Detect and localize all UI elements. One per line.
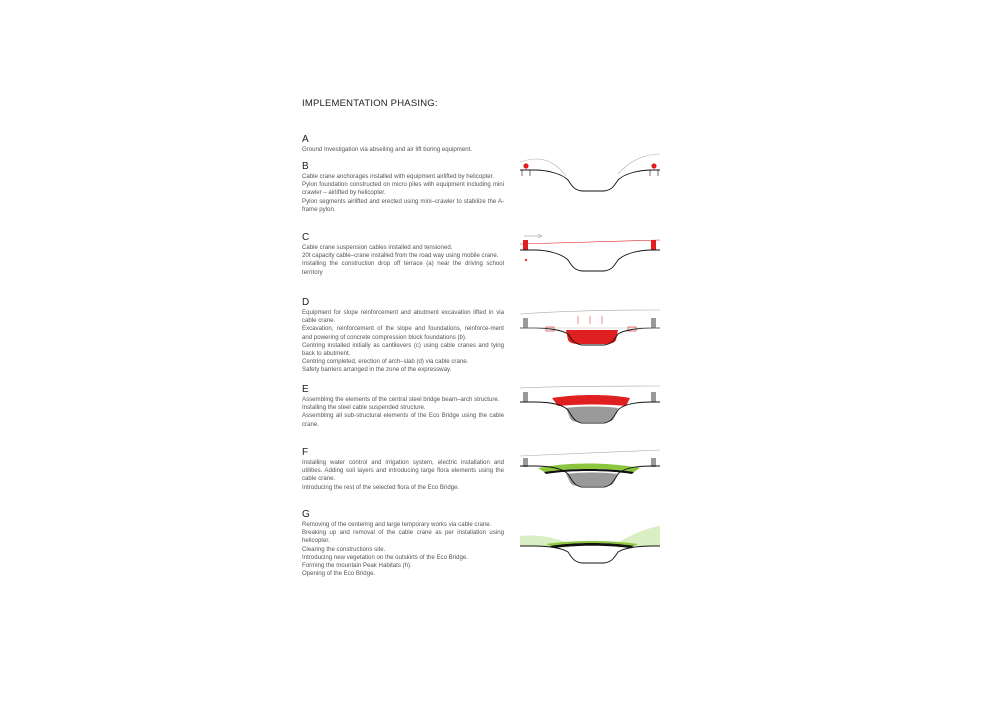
phase-text: Introducing the rest of the selected flora of the Eco Bridge. [302, 483, 460, 491]
phase-text: Cable crane suspension cables installed and tensioned. [302, 244, 453, 251]
phase-text: Introducing new vegetation on the outskirts of the Eco Bridge. [302, 553, 468, 561]
anchorage-right-icon [651, 163, 656, 168]
phase-b [302, 162, 504, 214]
phase-letter: C [302, 232, 310, 243]
phase-g [302, 510, 504, 578]
valley-profile [520, 170, 660, 191]
phase-d [302, 298, 504, 375]
phase-f [302, 448, 504, 492]
phase-text: Opening of the Eco Bridge. [302, 570, 376, 578]
phase-text: Equipment for slope reinforcement and abutment excavation lifted in via cable crane. [302, 309, 504, 325]
centering-grey [566, 407, 618, 423]
phase-letter: D [302, 297, 310, 308]
phase-text: Installing the construction drop off terrace (a) near the driving school territory [302, 260, 504, 276]
phase-text: Assembling the elements of the central steel bridge beam–arch structure. [302, 396, 500, 403]
valley-profile [520, 250, 660, 271]
phase-e-diagram [518, 384, 662, 430]
anchorage-left-icon [523, 163, 528, 168]
phase-f-diagram [518, 448, 662, 494]
phase-text: Clearing the constructions site. [302, 545, 386, 553]
phase-text: Cable crane anchorages installed with equipment airlifted by helicopter. [302, 173, 495, 180]
page-title: IMPLEMENTATION PHASING: [302, 98, 438, 109]
valley-profile [520, 546, 660, 563]
phase-text: Ground Investigation via abseiling and air lift boring equipment. [302, 146, 473, 153]
phase-c [302, 233, 504, 277]
phase-g-diagram [518, 524, 662, 570]
phase-text: Assembling all sub-structural elements of the Eco Bridge using the cable crane. [302, 412, 504, 428]
phase-letter: B [302, 161, 309, 172]
phase-c-diagram [518, 232, 662, 278]
phase-text: Centring completed, erection of arch–slab (d) via cable crane. [302, 358, 469, 366]
phase-text: Forming the mountain Peak Habitats (h). [302, 562, 412, 570]
phase-letter: F [302, 447, 309, 458]
phase-text: Excavation, reinforcement of the slope and foundations, reinforce-ment and powering of concrete compression block foundations (b). [302, 325, 504, 341]
pylon-right [651, 240, 656, 250]
phase-text: Pylon foundation constructed on micro piles with equipment including mini crawler – airlifted by helicopter. [302, 181, 504, 197]
phase-letter: E [302, 384, 309, 395]
phase-letter: G [302, 509, 310, 520]
phase-text: Safety barriers arranged in the zone of the expressway. [302, 366, 452, 374]
phase-text: Installing water control and irrigation system, electric installation and utilities. Adding soil layers and introducing large flora elements using the cable crane. [302, 459, 504, 483]
phase-b-diagram [518, 150, 662, 196]
phase-e [302, 385, 504, 429]
phase-a [302, 135, 504, 154]
phase-letter: A [302, 134, 309, 145]
steel-beam-arch [552, 395, 630, 406]
phase-text: Removing of the centering and large temporary works via cable crane. [302, 521, 492, 528]
phase-text: Centring installed initially as cantilevers (c) using cable cranes and tying back to abutment. [302, 341, 504, 358]
phase-text: Pylon segments airlifted and erected using mini–crawler to stabilize the A-frame pylon. [302, 197, 504, 213]
phase-d-diagram [518, 306, 662, 352]
pylon-left [523, 240, 528, 250]
phase-text: 20t capacity cable–crane installed from the road way using mobile crane. [302, 252, 499, 260]
phase-text: Breaking up and removal of the cable crane as per installation using helicopter. [302, 529, 504, 545]
phase-text: Installing the steel cable suspended structure. [302, 404, 426, 412]
